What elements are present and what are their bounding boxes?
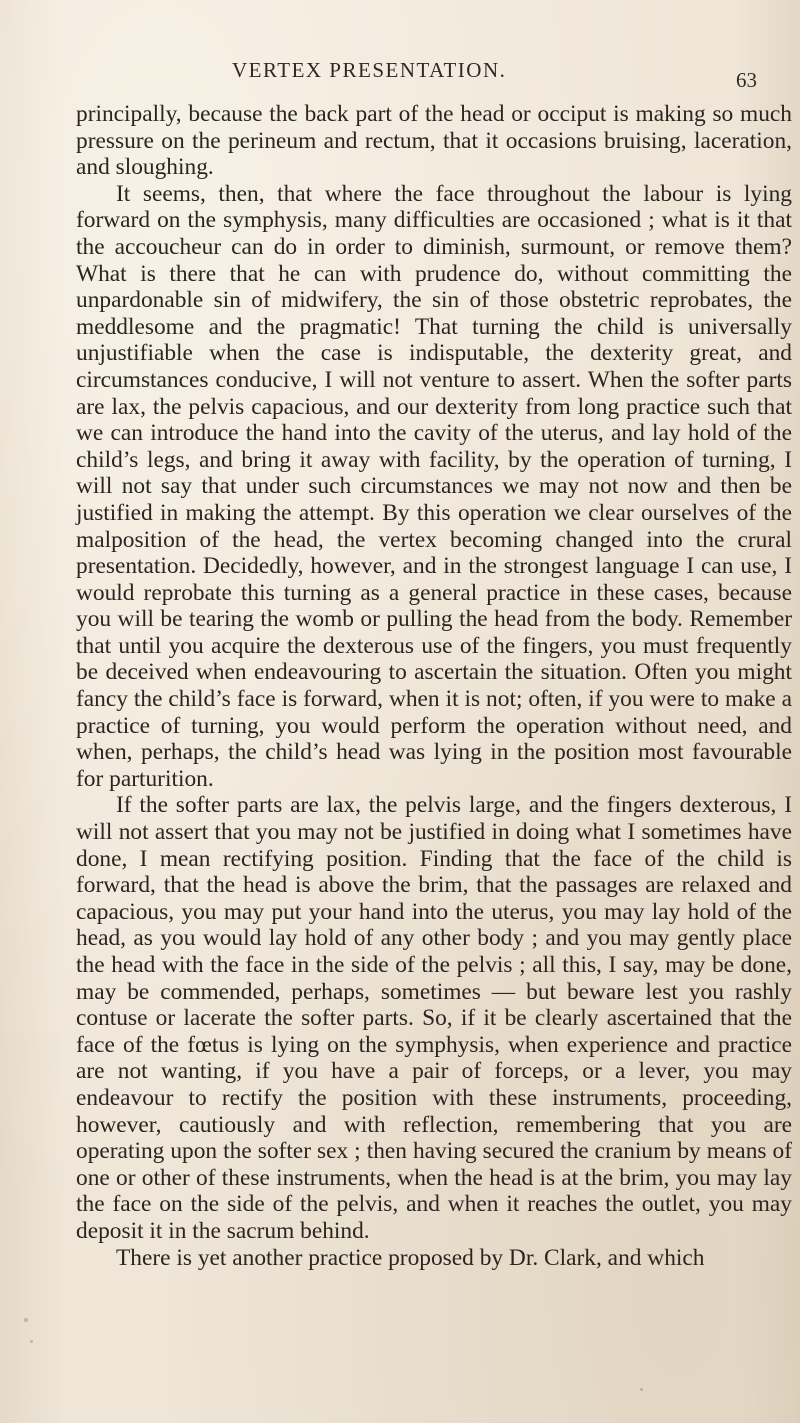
paper-speck [30, 1340, 33, 1343]
running-head [0, 58, 800, 92]
paper-speck [24, 1318, 28, 1322]
paragraph-face-forward: It seems, then, that where the face throughout the labour is lying forward on the symphysis, many difficulties are occasioned ; what is it that the accoucheur can do in order to diminish, surmount, or remove them? What is there that he can with prudence do, without committing the unpardonable sin of midwifery, the sin of those obstetric reprobates, the meddlesome and the pragmatic! That turning the child is universally unjustifiable when the case is indisputable, the dexterity great, and circumstances conducive, I will not venture to assert. When the softer parts are lax, the pelvis capacious, and our dexterity from long practice such that we can introduce the hand into the cavity of the uterus, and lay hold of the child’s legs, and bring it away with facility, by the operation of turning, I will not say that under such circumstances we may not now and then be justified in making the attempt. By this operation we clear ourselves of the malposition of the head, the vertex becoming changed into the crural presentation. Decidedly, however, and in the strongest language I can use, I would reprobate this turning as a general practice in these cases, because you will be tearing the womb or pulling the head from the body. Remember that until you acquire the dexterous use of the fingers, you must frequently be deceived when endeavouring to ascertain the situation. Often you might fancy the child’s face is forward, when it is not; often, if you were to make a practice of turning, you would perform the operation without need, and when, perhaps, the child’s head was lying in the position most favourable for parturition. [76, 180, 792, 792]
paragraph-continuation: principally, because the back part of the head or occiput is making so much pressure on the perineum and rectum, that it occasions bruising, laceration, and sloughing. [76, 101, 792, 181]
body-text [76, 101, 792, 1271]
page-number: 63 [736, 68, 757, 92]
paragraph-dr-clark: There is yet another practice proposed by Dr. Clark, and which [116, 1244, 705, 1271]
paragraph-rectifying-position: If the softer parts are lax, the pelvis large, and the fingers dexterous, I will not assert that you may not be justified in doing what I sometimes have done, I mean rectifying position. Finding that the face of the child is forward, that the head is above the brim, that the passages are relaxed and capacious, you may put your hand into the uterus, you may lay hold of the head, as you would lay hold of any other body ; and you may gently place the head with the face in the side of the pelvis ; all this, I say, may be done, may be commended, perhaps, sometimes — but beware lest you rashly contuse or lacerate the softer parts. So, if it be clearly ascertained that the face of the fœtus is lying on the symphysis, when experience and practice are not wanting, if you have a pair of forceps, or a lever, you may endeavour to rectify the position with these instruments, proceeding, however, cautiously and with reflection, remembering that you are operating upon the softer sex ; then having secured the cranium by means of one or other of these instruments, when the head is at the brim, you may lay the face on the side of the pelvis, and when it reaches the outlet, you may deposit it in the sacrum behind. [76, 792, 792, 1244]
running-title: VERTEX PRESENTATION. [232, 58, 507, 82]
paper-speck [640, 1388, 643, 1391]
